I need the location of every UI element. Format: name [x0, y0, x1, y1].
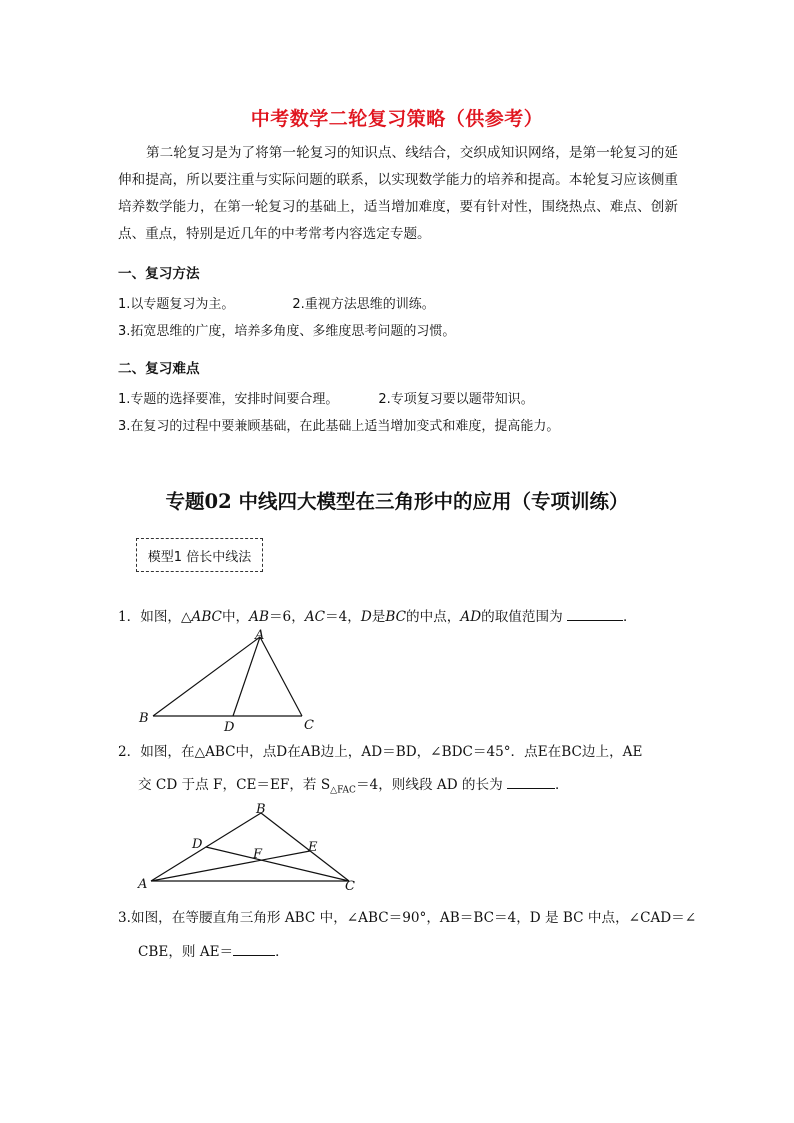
- q1-text: 中，: [221, 609, 250, 625]
- q2-text: ＝4，则线段 AD 的长为: [355, 777, 503, 793]
- segment-ad: [233, 637, 260, 716]
- q1-text: 的取值范围为: [481, 609, 563, 625]
- question-2-line-2: [138, 773, 569, 796]
- section-heading-difficulties: 二、复习难点: [118, 361, 200, 377]
- label-d: D: [224, 720, 235, 734]
- question-3-line-1: 3.如图，在等腰直角三角形 ABC 中，∠ABC＝90°，AB＝BC＝4，D 是 BC 中点，∠CAD＝∠: [118, 910, 697, 926]
- q1-var: AC: [304, 609, 326, 625]
- difficulties-item-2: 2.专项复习要以题带知识。: [378, 392, 534, 407]
- segment-ab: [153, 637, 260, 716]
- label-c: C: [345, 879, 355, 894]
- methods-item-1: 1.以专题复习为主。: [118, 297, 235, 312]
- intro-paragraph: 第二轮复习是为了将第一轮复习的知识点、线结合，交织成知识网络，是第一轮复习的延伸和提高，所以要注重与实际问题的联系，以实现数学能力的培养和提高。本轮复习应该侧重培养数学能力，在第一轮复习的基础上，适当增加难度，要有针对性，围绕热点、难点、创新点、重点，特别是近几年的中考常考内容选定专题。: [118, 145, 678, 242]
- difficulties-line-1: [118, 388, 534, 407]
- q2-text: 交 CD 于点 F，CE＝EF，若 S: [138, 777, 331, 793]
- label-c: C: [304, 718, 314, 733]
- q1-text: ＝6，: [268, 609, 305, 625]
- segment-ac: [260, 637, 302, 716]
- q3-answer-blank[interactable]: [233, 943, 275, 956]
- model-label: 模型1 倍长中线法: [147, 549, 252, 565]
- q1-number: 1．: [118, 609, 141, 625]
- q1-text: 的中点，: [406, 609, 461, 625]
- label-f: F: [253, 847, 263, 862]
- q2-answer-blank[interactable]: [507, 776, 555, 789]
- model-label-box: [136, 538, 263, 572]
- q3-text: CBE，则 AE＝: [138, 944, 234, 960]
- q1-var: AD: [460, 609, 482, 625]
- methods-line-1: [118, 293, 435, 312]
- q1-text: 如图，△: [140, 609, 192, 625]
- label-b: B: [139, 711, 149, 726]
- q1-var: AB: [249, 609, 269, 625]
- label-e: E: [308, 840, 318, 855]
- methods-item-2: 2.重视方法思维的训练。: [292, 297, 435, 312]
- q1-var: BC: [385, 609, 407, 625]
- q1-end: ．: [623, 609, 637, 625]
- q1-answer-blank[interactable]: [567, 608, 623, 621]
- q1-var: D: [360, 609, 372, 625]
- figure-1-triangle: [130, 622, 330, 734]
- label-a: A: [138, 877, 148, 892]
- section-heading-methods: 一、复习方法: [118, 266, 200, 282]
- q2-subscript: △FAC: [330, 785, 356, 796]
- difficulties-item-3: 3.在复习的过程中要兼顾基础，在此基础上适当增加变式和难度，提高能力。: [118, 419, 560, 434]
- label-a: A: [255, 628, 265, 643]
- q1-text: 是: [371, 609, 386, 625]
- q2-end: ．: [555, 777, 569, 793]
- q1-var: ABC: [191, 609, 222, 625]
- topic-title: 专题02 中线四大模型在三角形中的应用（专项训练）: [165, 490, 629, 513]
- page-title: 中考数学二轮复习策略（供参考）: [250, 108, 544, 130]
- q3-end: ．: [275, 944, 289, 960]
- label-b: B: [256, 802, 266, 817]
- q1-text: ＝4，: [325, 609, 361, 625]
- label-d: D: [192, 837, 203, 852]
- methods-item-3: 3.拓宽思维的广度，培养多角度、多维度思考问题的习惯。: [118, 324, 456, 339]
- figure-2-triangle: [130, 798, 370, 898]
- question-3-line-2: [138, 940, 289, 960]
- difficulties-item-1: 1.专题的选择要准，安排时间要合理。: [118, 392, 339, 407]
- question-2-line-1: 2．如图，在△ABC中，点D在AB边上，AD＝BD，∠BDC＝45°．点E在BC边上，AE: [118, 744, 643, 760]
